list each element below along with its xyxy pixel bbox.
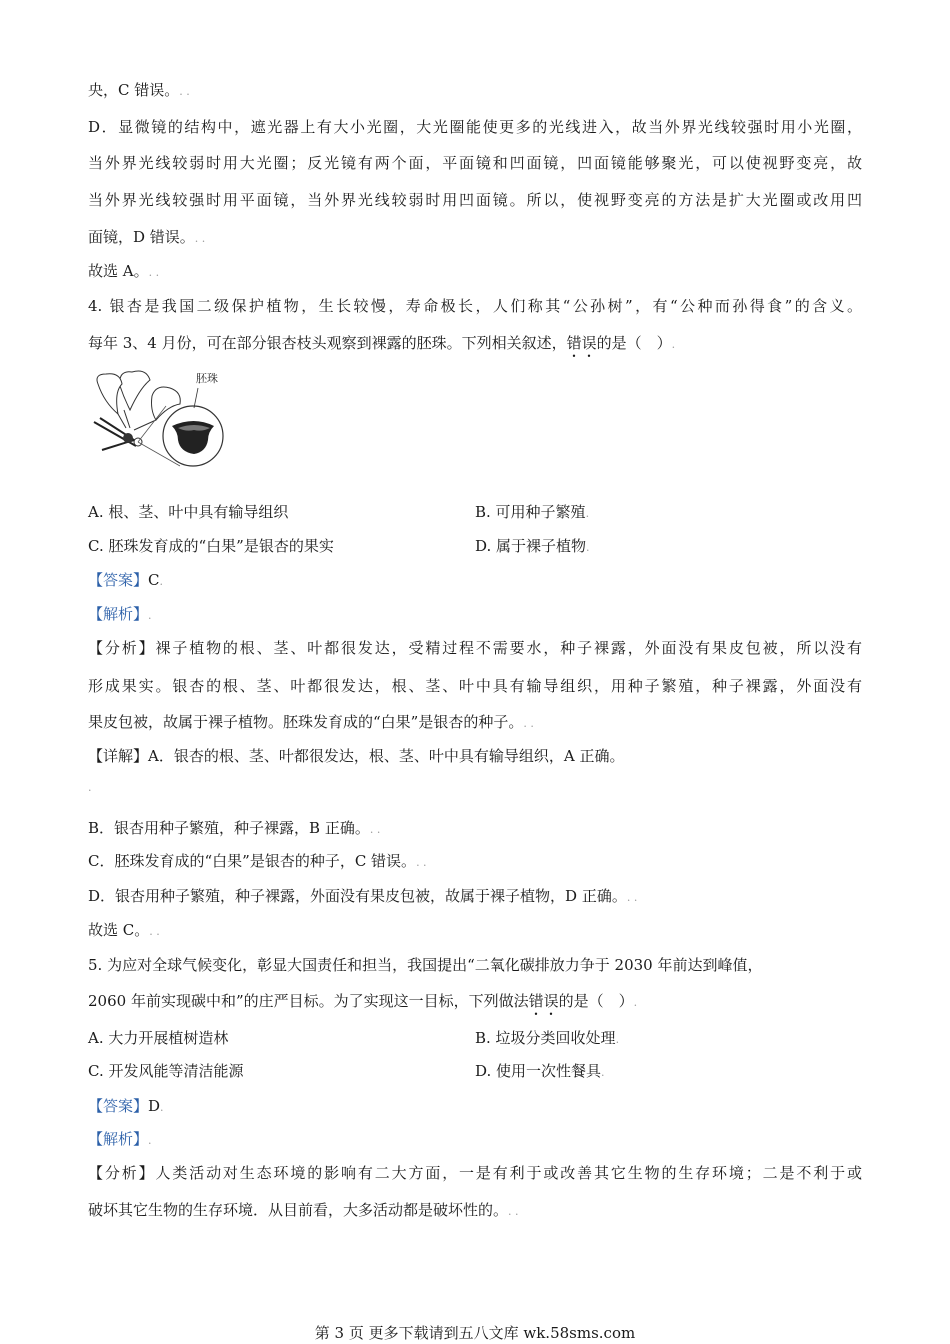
option-b: B. 可用种子繁殖. xyxy=(475,503,590,521)
analysis-text: 破坏其它生物的生存环境．从目前看，大多活动都是破坏性的。. . xyxy=(88,1201,519,1219)
figure-label: 胚珠 xyxy=(196,372,218,385)
text-line: 面镜，D 错误。. . xyxy=(88,228,206,246)
text-line: 央，C 错误。. . xyxy=(88,81,190,99)
detail-text: C．胚珠发育成的“白果”是银杏的种子，C 错误。. . xyxy=(88,852,427,870)
detail-text: 【详解】A．银杏的根、茎、叶都很发达，根、茎、叶中具有输导组织，A 正确。 xyxy=(88,747,625,765)
option-a: A. 大力开展植树造林 xyxy=(88,1029,229,1047)
answer: 【答案】C. xyxy=(88,571,163,589)
detail-text: D．银杏用种子繁殖，种子裸露，外面没有果皮包被，故属于裸子植物，D 正确。. . xyxy=(88,887,638,905)
analysis-heading: 【解析】. xyxy=(88,1130,152,1148)
option-d: D. 属于裸子植物. xyxy=(475,537,590,555)
question-4-stem: 4. 银杏是我国二级保护植物，生长较慢，寿命极长，人们称其“公孙树”，有“公种而孙得食”的含义。 xyxy=(88,297,862,315)
ginkgo-branch-figure xyxy=(90,366,235,478)
emphasis-word: 错误 xyxy=(566,334,597,352)
analysis-text: 【分析】人类活动对生态环境的影响有二大方面，一是有利于或改善其它生物的生存环境；二是不利于或 xyxy=(88,1164,862,1182)
detail-text: B．银杏用种子繁殖，种子裸露，B 正确。. . xyxy=(88,819,381,837)
question-5-stem-line2: 2060 年前实现碳中和”的庄严目标。为了实现这一目标，下列做法错误的是（ ）. xyxy=(88,992,638,1010)
option-a: A. 根、茎、叶中具有输导组织 xyxy=(88,503,289,521)
page-footer: 第 3 页 更多下载请到五八文库 wk.58sms.com xyxy=(314,1324,636,1342)
analysis-text: 【分析】裸子植物的根、茎、叶都很发达，受精过程不需要水，种子裸露，外面没有果皮包被，所以没有 xyxy=(88,639,862,657)
option-d: D. 使用一次性餐具. xyxy=(475,1062,605,1080)
text-line: 当外界光线较弱时用大光圈；反光镜有两个面，平面镜和凹面镜，凹面镜能够聚光，可以使视野变亮，故 xyxy=(88,154,862,172)
option-b: B. 垃圾分类回收处理. xyxy=(475,1029,620,1047)
option-c: C. 开发风能等清洁能源 xyxy=(88,1062,244,1080)
conclusion: 故选 C。. . xyxy=(88,921,160,939)
question-5-stem: 5. 为应对全球气候变化，彰显大国责任和担当，我国提出“二氧化碳排放力争于 2030 年前达到峰值， xyxy=(88,956,763,974)
analysis-text: 形成果实。银杏的根、茎、叶都很发达，根、茎、叶中具有输导组织，用种子繁殖，种子裸露，外面没有 xyxy=(88,677,862,695)
emphasis-word: 错误 xyxy=(528,992,559,1010)
answer: 【答案】D. xyxy=(88,1097,164,1115)
question-4-stem-line2: 每年 3、4 月份，可在部分银杏枝头观察到裸露的胚珠。下列相关叙述，错误的是（ ）. xyxy=(88,334,676,352)
analysis-heading: 【解析】. xyxy=(88,605,152,623)
analysis-text: 果皮包被，故属于裸子植物。胚珠发育成的“白果”是银杏的种子。. . xyxy=(88,713,534,731)
text-line: D．显微镜的结构中，遮光器上有大小光圈，大光圈能使更多的光线进入，故当外界光线较强时用小光圈， xyxy=(88,118,862,136)
option-c: C. 胚珠发育成的“白果”是银杏的果实 xyxy=(88,537,334,555)
paragraph-mark: . xyxy=(88,781,92,794)
text-line: 当外界光线较强时用平面镜，当外界光线较弱时用凹面镜。所以，使视野变亮的方法是扩大光圈或改用凹 xyxy=(88,191,862,209)
text-line: 故选 A。. . xyxy=(88,262,160,280)
